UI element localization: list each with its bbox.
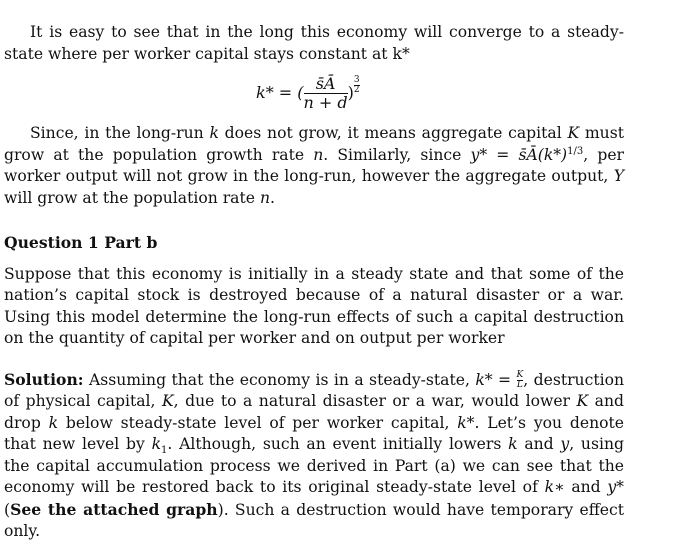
var-K: K	[567, 124, 580, 142]
solution-label: Solution:	[4, 369, 84, 389]
var-y: y	[560, 435, 570, 453]
question-heading: Question 1 Part b	[4, 233, 158, 252]
text-fragment: , due to a natural disaster or a war, would lower	[173, 392, 577, 410]
question-paragraph	[4, 264, 624, 350]
steady-state-equation	[4, 65, 624, 123]
text-fragment: below steady-state level of per worker capital,	[58, 413, 458, 432]
text-fragment: .	[269, 188, 275, 207]
text-fragment: . Similarly, since	[323, 145, 471, 164]
formula-exponent: 1/3	[567, 145, 584, 157]
text-fragment: and drop	[4, 392, 624, 432]
solution-paragraph	[4, 369, 624, 543]
text-fragment: . Let’s you denote that new level by	[4, 413, 624, 453]
text-fragment: ). Such a destruction would have temporary effect only.	[4, 500, 625, 540]
document-page	[4, 22, 624, 543]
text-fragment: and	[564, 478, 608, 496]
var-Y: Y	[613, 167, 624, 185]
long-run-paragraph	[4, 123, 624, 209]
y-star-formula: y* = s̄Ā(k*)	[470, 145, 568, 164]
text-fragment: and	[517, 435, 561, 453]
equation-exponent	[354, 76, 360, 95]
var-K: K	[162, 392, 174, 410]
var-K: K	[576, 392, 589, 410]
text-fragment: must grow at the population growth rate	[4, 124, 624, 164]
exponent-numerator: 3	[353, 74, 360, 85]
text-fragment: (	[4, 500, 11, 519]
exponent-denominator: 2	[353, 84, 360, 95]
text-fragment: , per worker output will not grow in the long-run, however the aggregate output,	[4, 145, 625, 185]
fraction-denominator: L	[516, 380, 523, 390]
k-star: k*	[457, 413, 475, 432]
equation-fraction	[304, 75, 348, 112]
equation-lhs: k* = (	[256, 83, 304, 102]
k-star: k∗	[544, 478, 565, 496]
text-fragment: . Although, such an event initially lowers	[167, 435, 509, 453]
var-k: k	[209, 124, 219, 142]
k-one: k	[151, 435, 162, 453]
var-n: n	[259, 188, 270, 207]
y-star: y*	[607, 478, 624, 496]
var-n: n	[313, 145, 324, 164]
intro-text: It is easy to see that in the long this economy will converge to a steady-state where per worker capital stays constant at k*	[4, 23, 624, 63]
text-fragment: , using the capital accumulation process we derived in Part (a) we can see that the economy will be restored back to its original steady-state level of	[4, 435, 624, 496]
text-fragment: , destruction of physical capital,	[4, 370, 624, 410]
question-text: Suppose that this economy is initially in a steady state and that some of the nation’s capital stock is destroyed because of a natural disaster or a war. Using this model determine the long-run effects of such a capital destruction on the quantity of capital per worker and on output per worker	[4, 264, 624, 347]
see-graph-reference: See the attached graph	[10, 499, 218, 519]
var-k: k	[48, 413, 59, 432]
text-fragment: does not grow, it means aggregate capital	[218, 124, 568, 142]
k-star-eq: k* =	[475, 370, 517, 389]
equation-denominator: n + d	[303, 93, 348, 112]
k-one-subscript: 1	[161, 445, 168, 457]
text-fragment: Assuming that the economy is in a steady-state,	[83, 370, 476, 389]
text-fragment: Since, in the long-run	[30, 124, 210, 142]
equation-close-paren: )	[347, 83, 354, 102]
intro-paragraph	[4, 22, 624, 65]
text-fragment: will grow at the population rate	[4, 188, 260, 207]
fraction-numerator: K	[516, 370, 524, 380]
equation-numerator: s̄Ā	[304, 75, 348, 94]
var-k: k	[508, 435, 518, 453]
